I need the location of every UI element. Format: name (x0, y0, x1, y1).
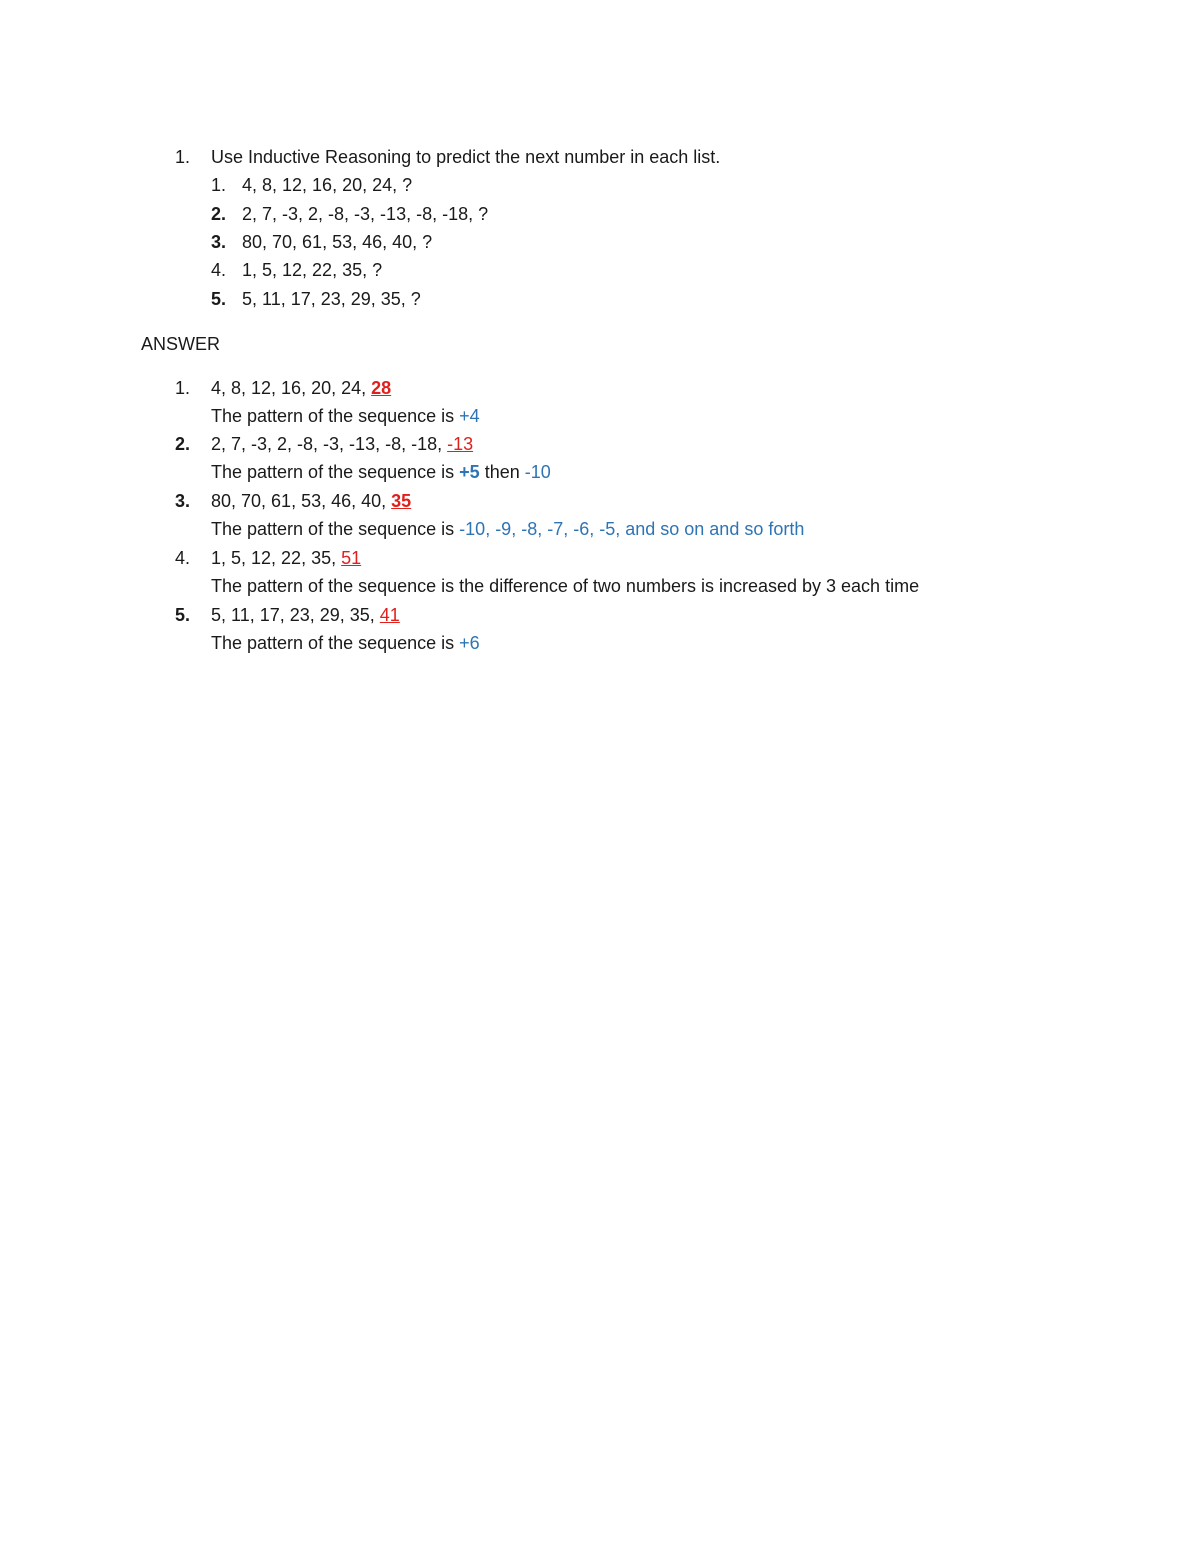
pattern-line (211, 518, 804, 540)
answer-sequence-line (211, 604, 400, 626)
question-text: Use Inductive Reasoning to predict the next number in each list. (211, 147, 721, 167)
pattern-prefix: The pattern of the sequence is (211, 633, 460, 653)
question-item-number: 5. (211, 289, 227, 309)
question-item-sequence: 1, 5, 12, 22, 35, ? (242, 260, 383, 280)
pattern-text: The pattern of the sequence is the difference of two numbers is increased by 3 each time (211, 576, 920, 596)
pattern-value: -10, -9, -8, -7, -6, -5, and so on and so forth (459, 519, 805, 539)
answer-sequence-line (211, 433, 473, 455)
answer-sequence: 2, 7, -3, 2, -8, -3, -13, -8, -18, (211, 434, 448, 454)
answer-number: 4. (175, 548, 191, 568)
pattern-prefix: The pattern of the sequence is (211, 406, 460, 426)
question-item-number: 2. (211, 204, 227, 224)
pattern-mid: then (479, 462, 525, 482)
answer-sequence: 4, 8, 12, 16, 20, 24, (211, 378, 372, 398)
pattern-value: +5 (459, 462, 480, 482)
pattern-value: +4 (459, 406, 480, 426)
pattern-prefix: The pattern of the sequence is (211, 462, 460, 482)
answer-value: 28 (371, 378, 392, 398)
question-item-sequence: 4, 8, 12, 16, 20, 24, ? (242, 175, 413, 195)
answer-sequence-line (211, 490, 411, 512)
pattern-line (211, 461, 551, 483)
answer-number: 5. (175, 605, 191, 625)
answer-sequence: 80, 70, 61, 53, 46, 40, (211, 491, 392, 511)
pattern-line (211, 632, 480, 654)
answer-number: 2. (175, 434, 191, 454)
pattern-value: +6 (459, 633, 480, 653)
question-item-number: 1. (211, 175, 227, 195)
answer-value: 35 (391, 491, 412, 511)
answer-value: 41 (379, 605, 400, 625)
answer-heading: ANSWER (141, 334, 221, 354)
question-item-sequence: 5, 11, 17, 23, 29, 35, ? (242, 289, 421, 309)
answer-number: 1. (175, 378, 191, 398)
answer-value: 51 (341, 548, 362, 568)
pattern-line (211, 405, 480, 427)
answer-sequence-line (211, 377, 391, 399)
answer-number: 3. (175, 491, 191, 511)
answer-sequence: 1, 5, 12, 22, 35, (211, 548, 342, 568)
pattern-prefix: The pattern of the sequence is (211, 519, 460, 539)
pattern-value-2: -10 (524, 462, 551, 482)
question-item-sequence: 80, 70, 61, 53, 46, 40, ? (242, 232, 433, 252)
question-item-number: 4. (211, 260, 227, 280)
question-item-sequence: 2, 7, -3, 2, -8, -3, -13, -8, -18, ? (242, 204, 489, 224)
answer-value: -13 (447, 434, 474, 454)
answer-sequence-line (211, 547, 361, 569)
question-number: 1. (175, 147, 191, 167)
question-item-number: 3. (211, 232, 227, 252)
answer-sequence: 5, 11, 17, 23, 29, 35, (211, 605, 380, 625)
